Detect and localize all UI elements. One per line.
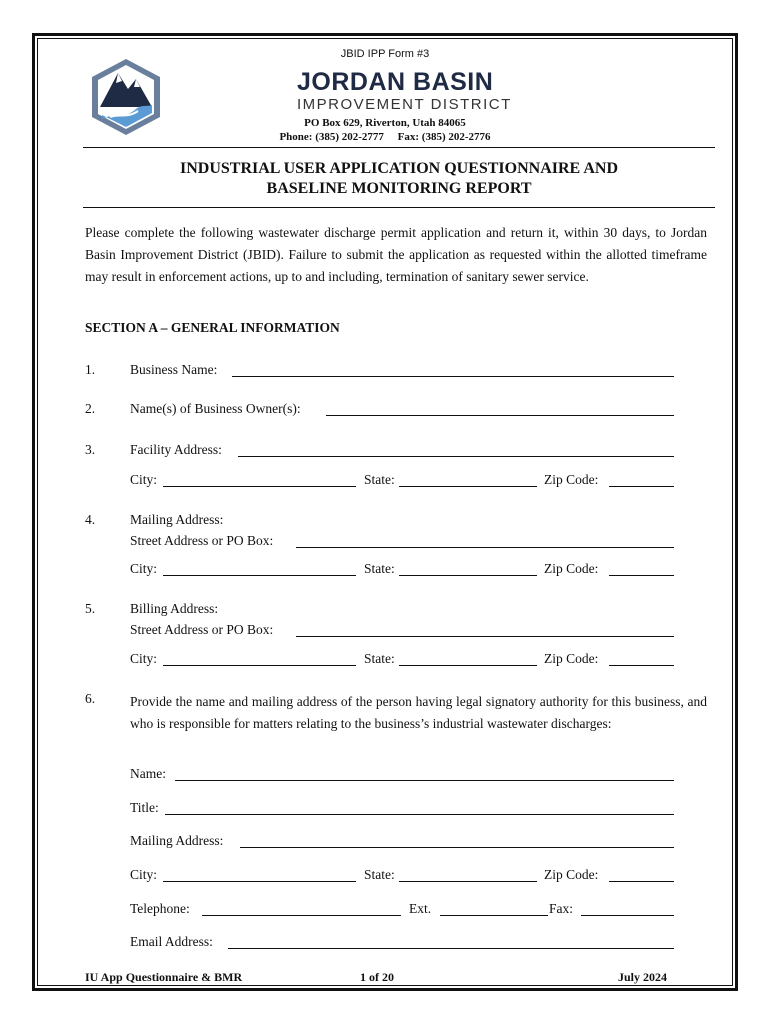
mailing-address-label: Mailing Address: (130, 512, 224, 527)
billing-zip-field[interactable] (609, 665, 674, 666)
q2-number: 2. (85, 401, 96, 416)
facility-address-field[interactable] (238, 456, 674, 457)
section-a-heading: SECTION A – GENERAL INFORMATION (85, 320, 340, 335)
facility-address-label: Facility Address: (130, 442, 222, 457)
q6-instructions: Provide the name and mailing address of the person having legal signatory authority for this business, and who is responsible for matters relating to the business’s industrial wastewater discharges: (130, 694, 707, 731)
q1-number: 1. (85, 362, 96, 377)
owners-label: Name(s) of Business Owner(s): (130, 401, 301, 416)
signatory-title-label: Title: (130, 800, 159, 815)
org-address: PO Box 629, Riverton, Utah 84065 (304, 117, 466, 129)
billing-address-label: Billing Address: (130, 601, 219, 616)
org-phone-fax: Phone: (385) 202-2777 Fax: (385) 202-2776 (279, 131, 491, 143)
billing-zip-label: Zip Code: (544, 651, 599, 666)
billing-city-field[interactable] (163, 665, 356, 666)
intro-paragraph: Please complete the following wastewater discharge permit application and return it, within 30 days, to Jordan Basin Improvement District (JBID). Failure to submit the application as requested within the allotted timeframe may result in enforcement actions, up to and including, termination of sanitary sewer service. (85, 225, 707, 284)
mailing-state-label: State: (364, 561, 395, 576)
telephone-field[interactable] (202, 915, 401, 916)
q6-number: 6. (85, 691, 96, 706)
email-label: Email Address: (130, 934, 213, 949)
facility-zip-field[interactable] (609, 486, 674, 487)
ext-label: Ext. (409, 901, 432, 916)
facility-state-field[interactable] (399, 486, 537, 487)
signatory-state-field[interactable] (399, 881, 537, 882)
signatory-zip-label: Zip Code: (544, 867, 599, 882)
footer-date: July 2024 (618, 970, 668, 984)
facility-city-field[interactable] (163, 486, 356, 487)
owners-field[interactable] (326, 415, 674, 416)
billing-street-field[interactable] (296, 636, 674, 637)
q4-number: 4. (85, 512, 96, 527)
mailing-city-label: City: (130, 561, 158, 576)
footer-page-number: 1 of 20 (360, 970, 394, 984)
doc-title-line2: BASELINE MONITORING REPORT (266, 180, 532, 197)
billing-city-label: City: (130, 651, 158, 666)
business-name-field[interactable] (232, 376, 674, 377)
mailing-city-field[interactable] (163, 575, 356, 576)
billing-state-field[interactable] (399, 665, 537, 666)
signatory-name-label: Name: (130, 766, 166, 781)
mailing-zip-label: Zip Code: (544, 561, 599, 576)
signatory-mailing-label: Mailing Address: (130, 833, 224, 848)
signatory-zip-field[interactable] (609, 881, 674, 882)
signatory-city-field[interactable] (163, 881, 356, 882)
email-field[interactable] (228, 948, 674, 949)
fax-label: Fax: (549, 901, 574, 916)
q5-number: 5. (85, 601, 96, 616)
mailing-zip-field[interactable] (609, 575, 674, 576)
form-id: JBID IPP Form #3 (340, 48, 430, 60)
signatory-state-label: State: (364, 867, 395, 882)
business-name-label: Business Name: (130, 362, 218, 377)
org-name: JORDAN BASIN (297, 68, 494, 96)
signatory-mailing-field[interactable] (240, 847, 674, 848)
billing-state-label: State: (364, 651, 395, 666)
signatory-name-field[interactable] (175, 780, 674, 781)
header-rule (83, 147, 715, 148)
signatory-city-label: City: (130, 867, 158, 882)
signatory-title-field[interactable] (165, 814, 674, 815)
mailing-street-label: Street Address or PO Box: (130, 533, 274, 548)
mailing-state-field[interactable] (399, 575, 537, 576)
doc-title-line1: INDUSTRIAL USER APPLICATION QUESTIONNAIRE AND (179, 160, 618, 177)
footer-doc-name: IU App Questionnaire & BMR (85, 970, 243, 984)
facility-state-label: State: (364, 472, 395, 487)
title-rule (83, 207, 715, 208)
fax-field[interactable] (581, 915, 674, 916)
mailing-street-field[interactable] (296, 547, 674, 548)
ext-field[interactable] (440, 915, 548, 916)
q3-number: 3. (85, 442, 96, 457)
billing-street-label: Street Address or PO Box: (130, 622, 274, 637)
org-subtitle: IMPROVEMENT DISTRICT (297, 96, 512, 113)
facility-city-label: City: (130, 472, 158, 487)
facility-zip-label: Zip Code: (544, 472, 599, 487)
telephone-label: Telephone: (130, 901, 190, 916)
